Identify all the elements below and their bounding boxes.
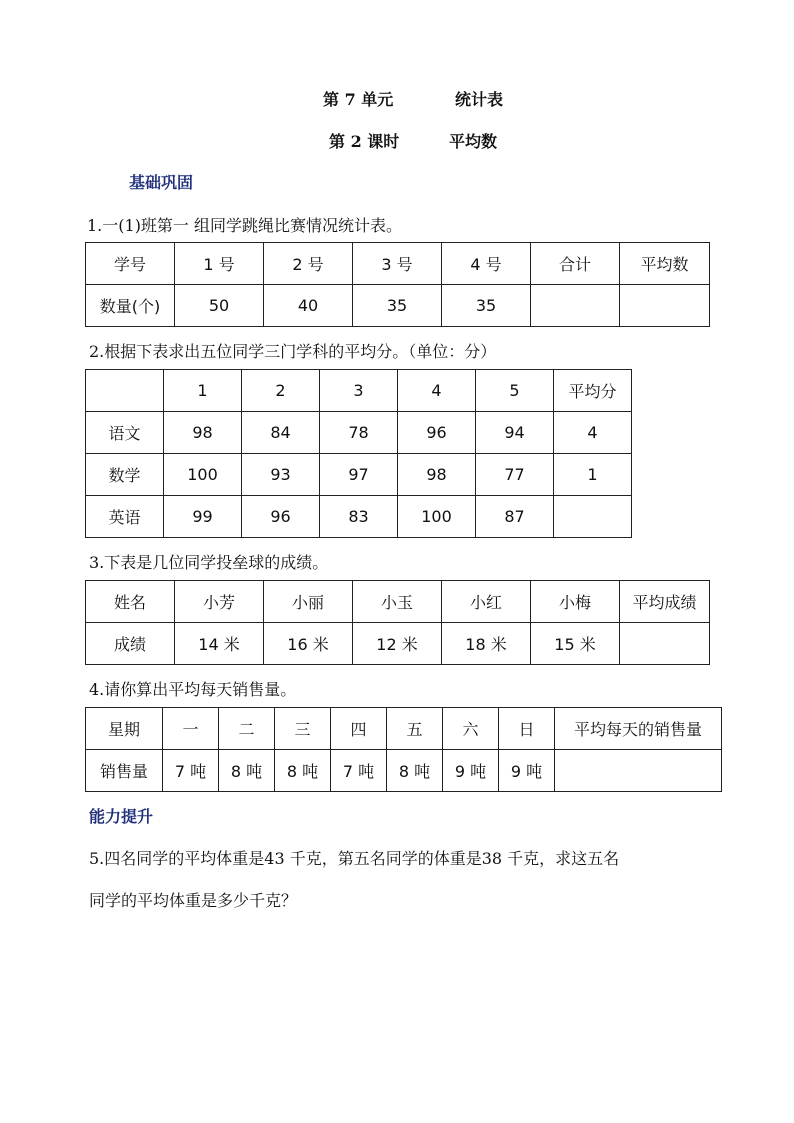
header-cell: 3 — [320, 370, 398, 412]
header-cell: 4 — [398, 370, 476, 412]
header-cell: 五 — [387, 708, 443, 750]
section-basic: 基础巩固 — [129, 173, 194, 192]
table-cell: 94 — [476, 412, 554, 454]
table-header-row — [86, 708, 722, 750]
header-cell: 2 — [242, 370, 320, 412]
header-cell: 六 — [443, 708, 499, 750]
header-cell: 日 — [499, 708, 555, 750]
header-cell: 1 号 — [175, 243, 264, 285]
table-header-row — [86, 581, 710, 623]
header-cell: 星期 — [86, 708, 163, 750]
table-cell: 英语 — [86, 496, 164, 538]
table-cell: 成绩 — [86, 623, 175, 665]
table-cell: 1 — [554, 454, 632, 496]
header-cell: 小芳 — [175, 581, 264, 623]
table-q1 — [85, 242, 710, 327]
header-cell: 5 — [476, 370, 554, 412]
table-row — [86, 623, 710, 665]
header-cell: 2 号 — [264, 243, 353, 285]
table-cell: 96 — [242, 496, 320, 538]
table-cell: 77 — [476, 454, 554, 496]
header-cell: 姓名 — [86, 581, 175, 623]
header-cell: 学号 — [86, 243, 175, 285]
unit-topic: 统计表 — [455, 90, 504, 109]
table-cell: 98 — [398, 454, 476, 496]
table-cell — [531, 285, 620, 327]
table-cell: 100 — [164, 454, 242, 496]
question-3: 3.下表是几位同学投垒球的成绩。 — [89, 553, 329, 572]
header-cell: 合计 — [531, 243, 620, 285]
question-1: 1.一(1)班第一 组同学跳绳比赛情况统计表。 — [87, 216, 403, 235]
table-cell: 98 — [164, 412, 242, 454]
header-cell: 三 — [275, 708, 331, 750]
header-cell: 平均分 — [554, 370, 632, 412]
table-cell — [554, 496, 632, 538]
section-advanced: 能力提升 — [89, 807, 154, 826]
table-cell: 9 吨 — [443, 750, 499, 792]
lesson-topic: 平均数 — [449, 132, 498, 151]
header-cell: 1 — [164, 370, 242, 412]
table-cell: 78 — [320, 412, 398, 454]
table-cell: 数量(个) — [86, 285, 175, 327]
table-cell: 14 米 — [175, 623, 264, 665]
header-cell: 小玉 — [353, 581, 442, 623]
table-cell — [620, 623, 710, 665]
table-cell: 数学 — [86, 454, 164, 496]
table-q3 — [85, 580, 710, 665]
header-cell: 四 — [331, 708, 387, 750]
table-cell: 97 — [320, 454, 398, 496]
table-cell: 18 米 — [442, 623, 531, 665]
table-cell: 语文 — [86, 412, 164, 454]
table-cell: 96 — [398, 412, 476, 454]
header-cell: 小红 — [442, 581, 531, 623]
table-cell: 15 米 — [531, 623, 620, 665]
table-cell: 83 — [320, 496, 398, 538]
lesson-title: 第 2 课时 — [329, 132, 400, 151]
table-cell: 35 — [442, 285, 531, 327]
table-cell: 99 — [164, 496, 242, 538]
table-cell: 7 吨 — [331, 750, 387, 792]
unit-title: 第 7 单元 — [323, 90, 394, 109]
table-q4 — [85, 707, 722, 792]
table-cell: 销售量 — [86, 750, 163, 792]
table-cell: 16 米 — [264, 623, 353, 665]
header-cell — [86, 370, 164, 412]
header-cell: 平均成绩 — [620, 581, 710, 623]
header-cell: 一 — [163, 708, 219, 750]
table-cell: 40 — [264, 285, 353, 327]
table-cell: 87 — [476, 496, 554, 538]
table-cell: 50 — [175, 285, 264, 327]
question-2: 2.根据下表求出五位同学三门学科的平均分。（单位：分） — [89, 342, 497, 361]
table-row — [86, 454, 632, 496]
table-cell: 7 吨 — [163, 750, 219, 792]
header-cell: 小丽 — [264, 581, 353, 623]
table-cell: 8 吨 — [387, 750, 443, 792]
header-cell: 3 号 — [353, 243, 442, 285]
table-header-row — [86, 243, 710, 285]
table-cell — [620, 285, 710, 327]
table-cell: 93 — [242, 454, 320, 496]
header-cell: 二 — [219, 708, 275, 750]
table-cell: 84 — [242, 412, 320, 454]
table-row — [86, 412, 632, 454]
question-5-line-2: 同学的平均体重是多少千克？ — [89, 891, 298, 910]
table-cell — [555, 750, 722, 792]
table-cell: 4 — [554, 412, 632, 454]
question-4: 4.请你算出平均每天销售量。 — [89, 680, 297, 699]
header-cell: 平均每天的销售量 — [555, 708, 722, 750]
table-header-row — [86, 370, 632, 412]
header-cell: 4 号 — [442, 243, 531, 285]
table-cell: 12 米 — [353, 623, 442, 665]
table-row — [86, 285, 710, 327]
table-row — [86, 750, 722, 792]
table-cell: 8 吨 — [219, 750, 275, 792]
table-cell: 35 — [353, 285, 442, 327]
question-5-line-1: 5.四名同学的平均体重是43 千克，第五名同学的体重是38 千克，求这五名 — [89, 849, 620, 868]
header-cell: 平均数 — [620, 243, 710, 285]
table-cell: 9 吨 — [499, 750, 555, 792]
header-cell: 小梅 — [531, 581, 620, 623]
table-q2 — [85, 369, 632, 538]
table-cell: 8 吨 — [275, 750, 331, 792]
table-cell: 100 — [398, 496, 476, 538]
table-row — [86, 496, 632, 538]
